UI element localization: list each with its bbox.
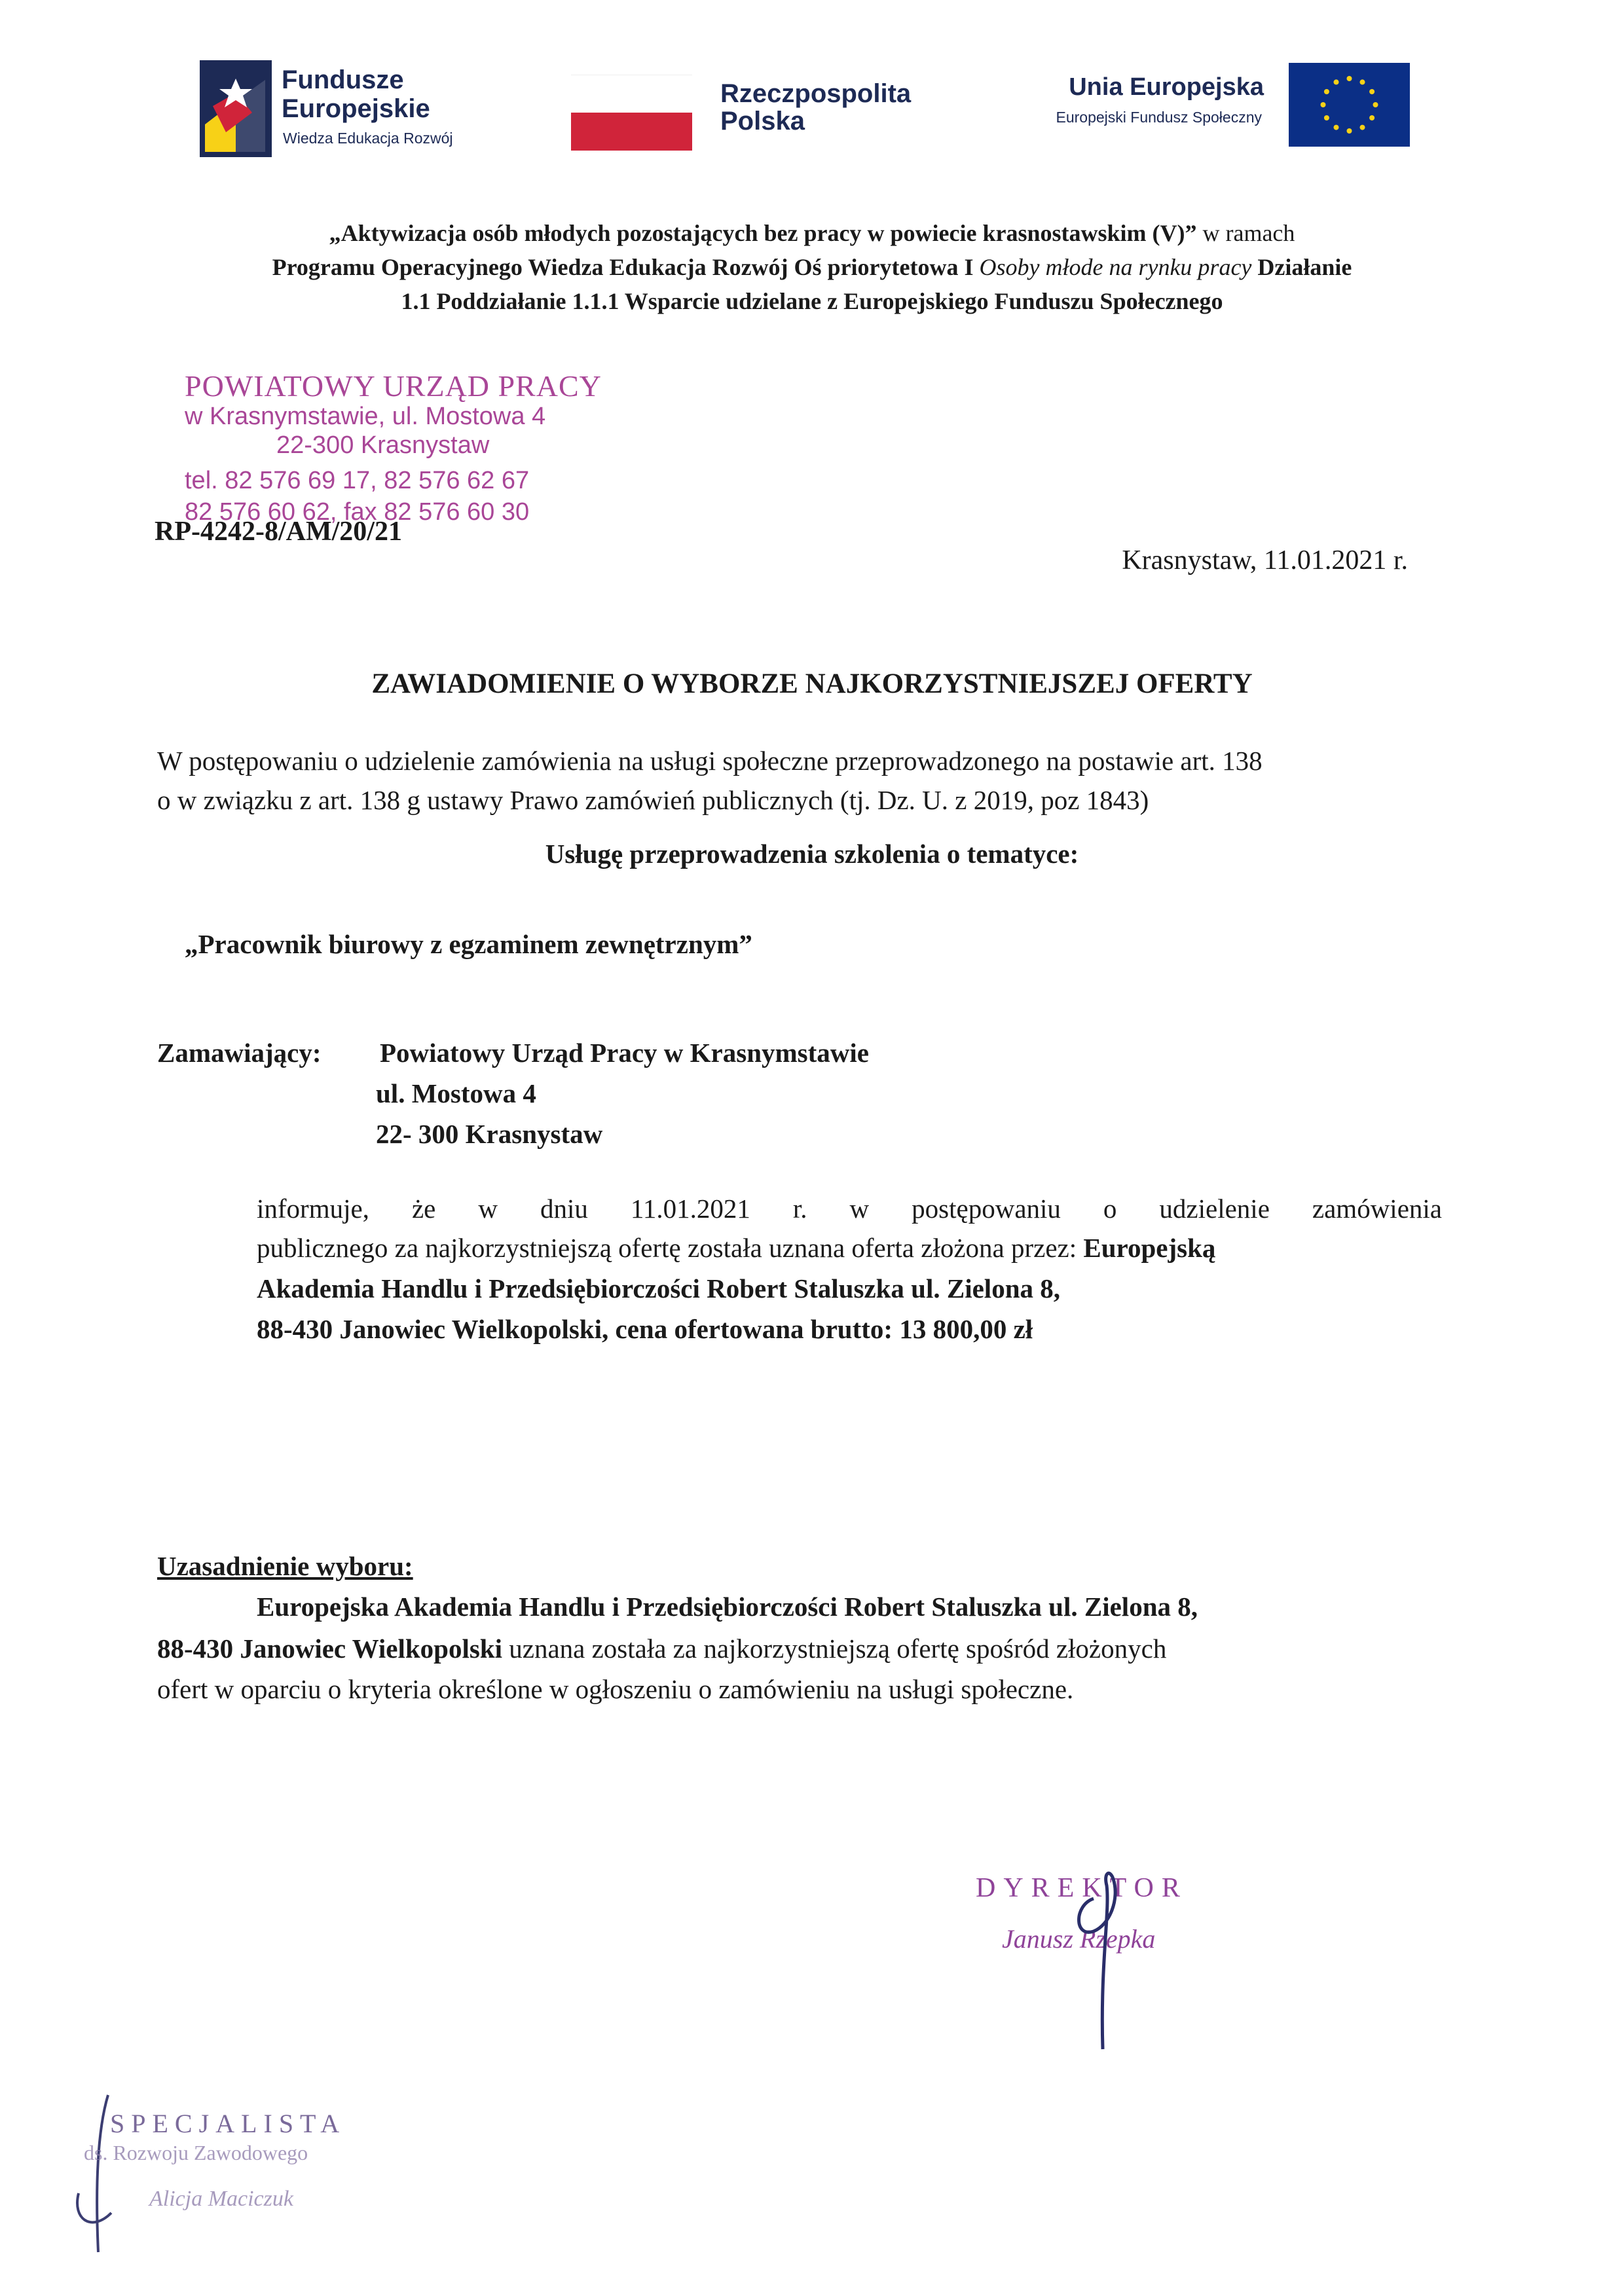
justification-line2-plain: uznana została za najkorzystniejszą ofertę spośród złożonych bbox=[502, 1633, 1167, 1664]
project-title: „Aktywizacja osób młodych pozostających bez pracy w powiecie krasnostawskim (V)” bbox=[329, 220, 1197, 246]
ue-subtitle: Europejski Fundusz Społeczny bbox=[1056, 109, 1262, 126]
reference-number: RP-4242-8/AM/20/21 bbox=[155, 517, 402, 547]
specialist-title: SPECJALISTA bbox=[110, 2109, 346, 2138]
justification-label: Uzasadnienie wyboru: bbox=[157, 1551, 413, 1581]
fundusze-europejskie-logo-icon bbox=[200, 60, 272, 157]
project-program-italic: Osoby młode na rynku pracy bbox=[979, 254, 1252, 280]
director-signature-icon bbox=[1048, 1859, 1153, 2056]
office-stamp bbox=[185, 371, 602, 526]
project-program: Programu Operacyjnego Wiedza Edukacja Rozwój Oś priorytetowa I bbox=[272, 254, 980, 280]
intro-line2: o w związku z art. 138 g ustawy Prawo zamówień publicznych (tj. Dz. U. z 2019, poz 1843) bbox=[157, 785, 1149, 815]
info-line4: 88-430 Janowiec Wielkopolski, cena ofertowana brutto: 13 800,00 zł bbox=[257, 1314, 1033, 1344]
director-title: DYREKTOR bbox=[976, 1873, 1188, 1903]
stamp-line5: 82 576 60 62, fax 82 576 60 30 bbox=[185, 498, 530, 526]
orderer-label: Zamawiający: bbox=[157, 1038, 322, 1068]
polish-flag-white bbox=[571, 75, 692, 113]
project-line3: 1.1 Poddziałanie 1.1.1 Wsparcie udzielane z Europejskiego Funduszu Społecznego bbox=[401, 288, 1223, 314]
director-name: Janusz Rzepka bbox=[1002, 1924, 1156, 1954]
orderer-name: Powiatowy Urząd Pracy w Krasnymstawie bbox=[380, 1038, 869, 1068]
justification-line2-bold: 88-430 Janowiec Wielkopolski bbox=[157, 1633, 502, 1664]
fe-title-line1: Fundusze bbox=[282, 65, 404, 94]
stamp-line2: w Krasnymstawie, ul. Mostowa 4 bbox=[185, 403, 546, 430]
subject-label: Usługę przeprowadzenia szkolenia o tematyce: bbox=[545, 839, 1079, 869]
justification-line1: Europejska Akademia Handlu i Przedsiębiorczości Robert Staluszka ul. Zielona 8, bbox=[257, 1592, 1198, 1622]
fe-title-line2: Europejskie bbox=[282, 94, 430, 123]
justification-line2 bbox=[157, 1629, 1166, 1668]
project-w-ramach: w ramach bbox=[1196, 220, 1295, 246]
justification-line3: ofert w oparciu o kryteria określone w ogłoszeniu o zamówieniu na usługi społeczne. bbox=[157, 1674, 1074, 1704]
stamp-line3: 22-300 Krasnystaw bbox=[276, 431, 490, 459]
eu-flag-icon bbox=[1289, 63, 1410, 147]
rp-line2: Polska bbox=[720, 107, 805, 136]
fe-subtitle: Wiedza Edukacja Rozwój bbox=[283, 130, 453, 147]
orderer-street: ul. Mostowa 4 bbox=[376, 1078, 536, 1108]
info-line1: informuje, że w dniu 11.01.2021 r. w postępowaniu o udzielenie zamówienia bbox=[257, 1194, 1442, 1224]
stamp-line4: tel. 82 576 69 17, 82 576 62 67 bbox=[185, 467, 530, 494]
info-line3: Akademia Handlu i Przedsiębiorczości Robert Staluszka ul. Zielona 8, bbox=[257, 1273, 1060, 1303]
info-line2-bold: Europejską bbox=[1083, 1233, 1216, 1263]
orderer-city: 22- 300 Krasnystaw bbox=[376, 1119, 603, 1149]
document-heading: ZAWIADOMIENIE O WYBORZE NAJKORZYSTNIEJSZEJ OFERTY bbox=[371, 668, 1253, 699]
place-and-date: Krasnystaw, 11.01.2021 r. bbox=[1122, 545, 1408, 575]
info-line2 bbox=[257, 1228, 1215, 1267]
polish-flag-icon bbox=[571, 113, 692, 151]
project-description bbox=[131, 216, 1493, 318]
project-dzialanie: Działanie bbox=[1251, 254, 1352, 280]
specialist-name: Alicja Maciczuk bbox=[149, 2187, 293, 2211]
specialist-line2: ds. Rozwoju Zawodowego bbox=[84, 2141, 308, 2164]
intro-line1: W postępowaniu o udzielenie zamówienia na usługi społeczne przeprowadzonego na postawie art. 138 bbox=[157, 746, 1263, 776]
header-logos bbox=[0, 0, 1624, 183]
info-line2-plain: publicznego za najkorzystniejszą ofertę została uznana oferta złożona przez: bbox=[257, 1233, 1084, 1263]
stamp-line1: POWIATOWY URZĄD PRACY bbox=[185, 369, 602, 403]
rp-line1: Rzeczpospolita bbox=[720, 79, 912, 108]
ue-title: Unia Europejska bbox=[1069, 73, 1264, 101]
training-title: „Pracownik biurowy z egzaminem zewnętrznym” bbox=[185, 929, 752, 959]
